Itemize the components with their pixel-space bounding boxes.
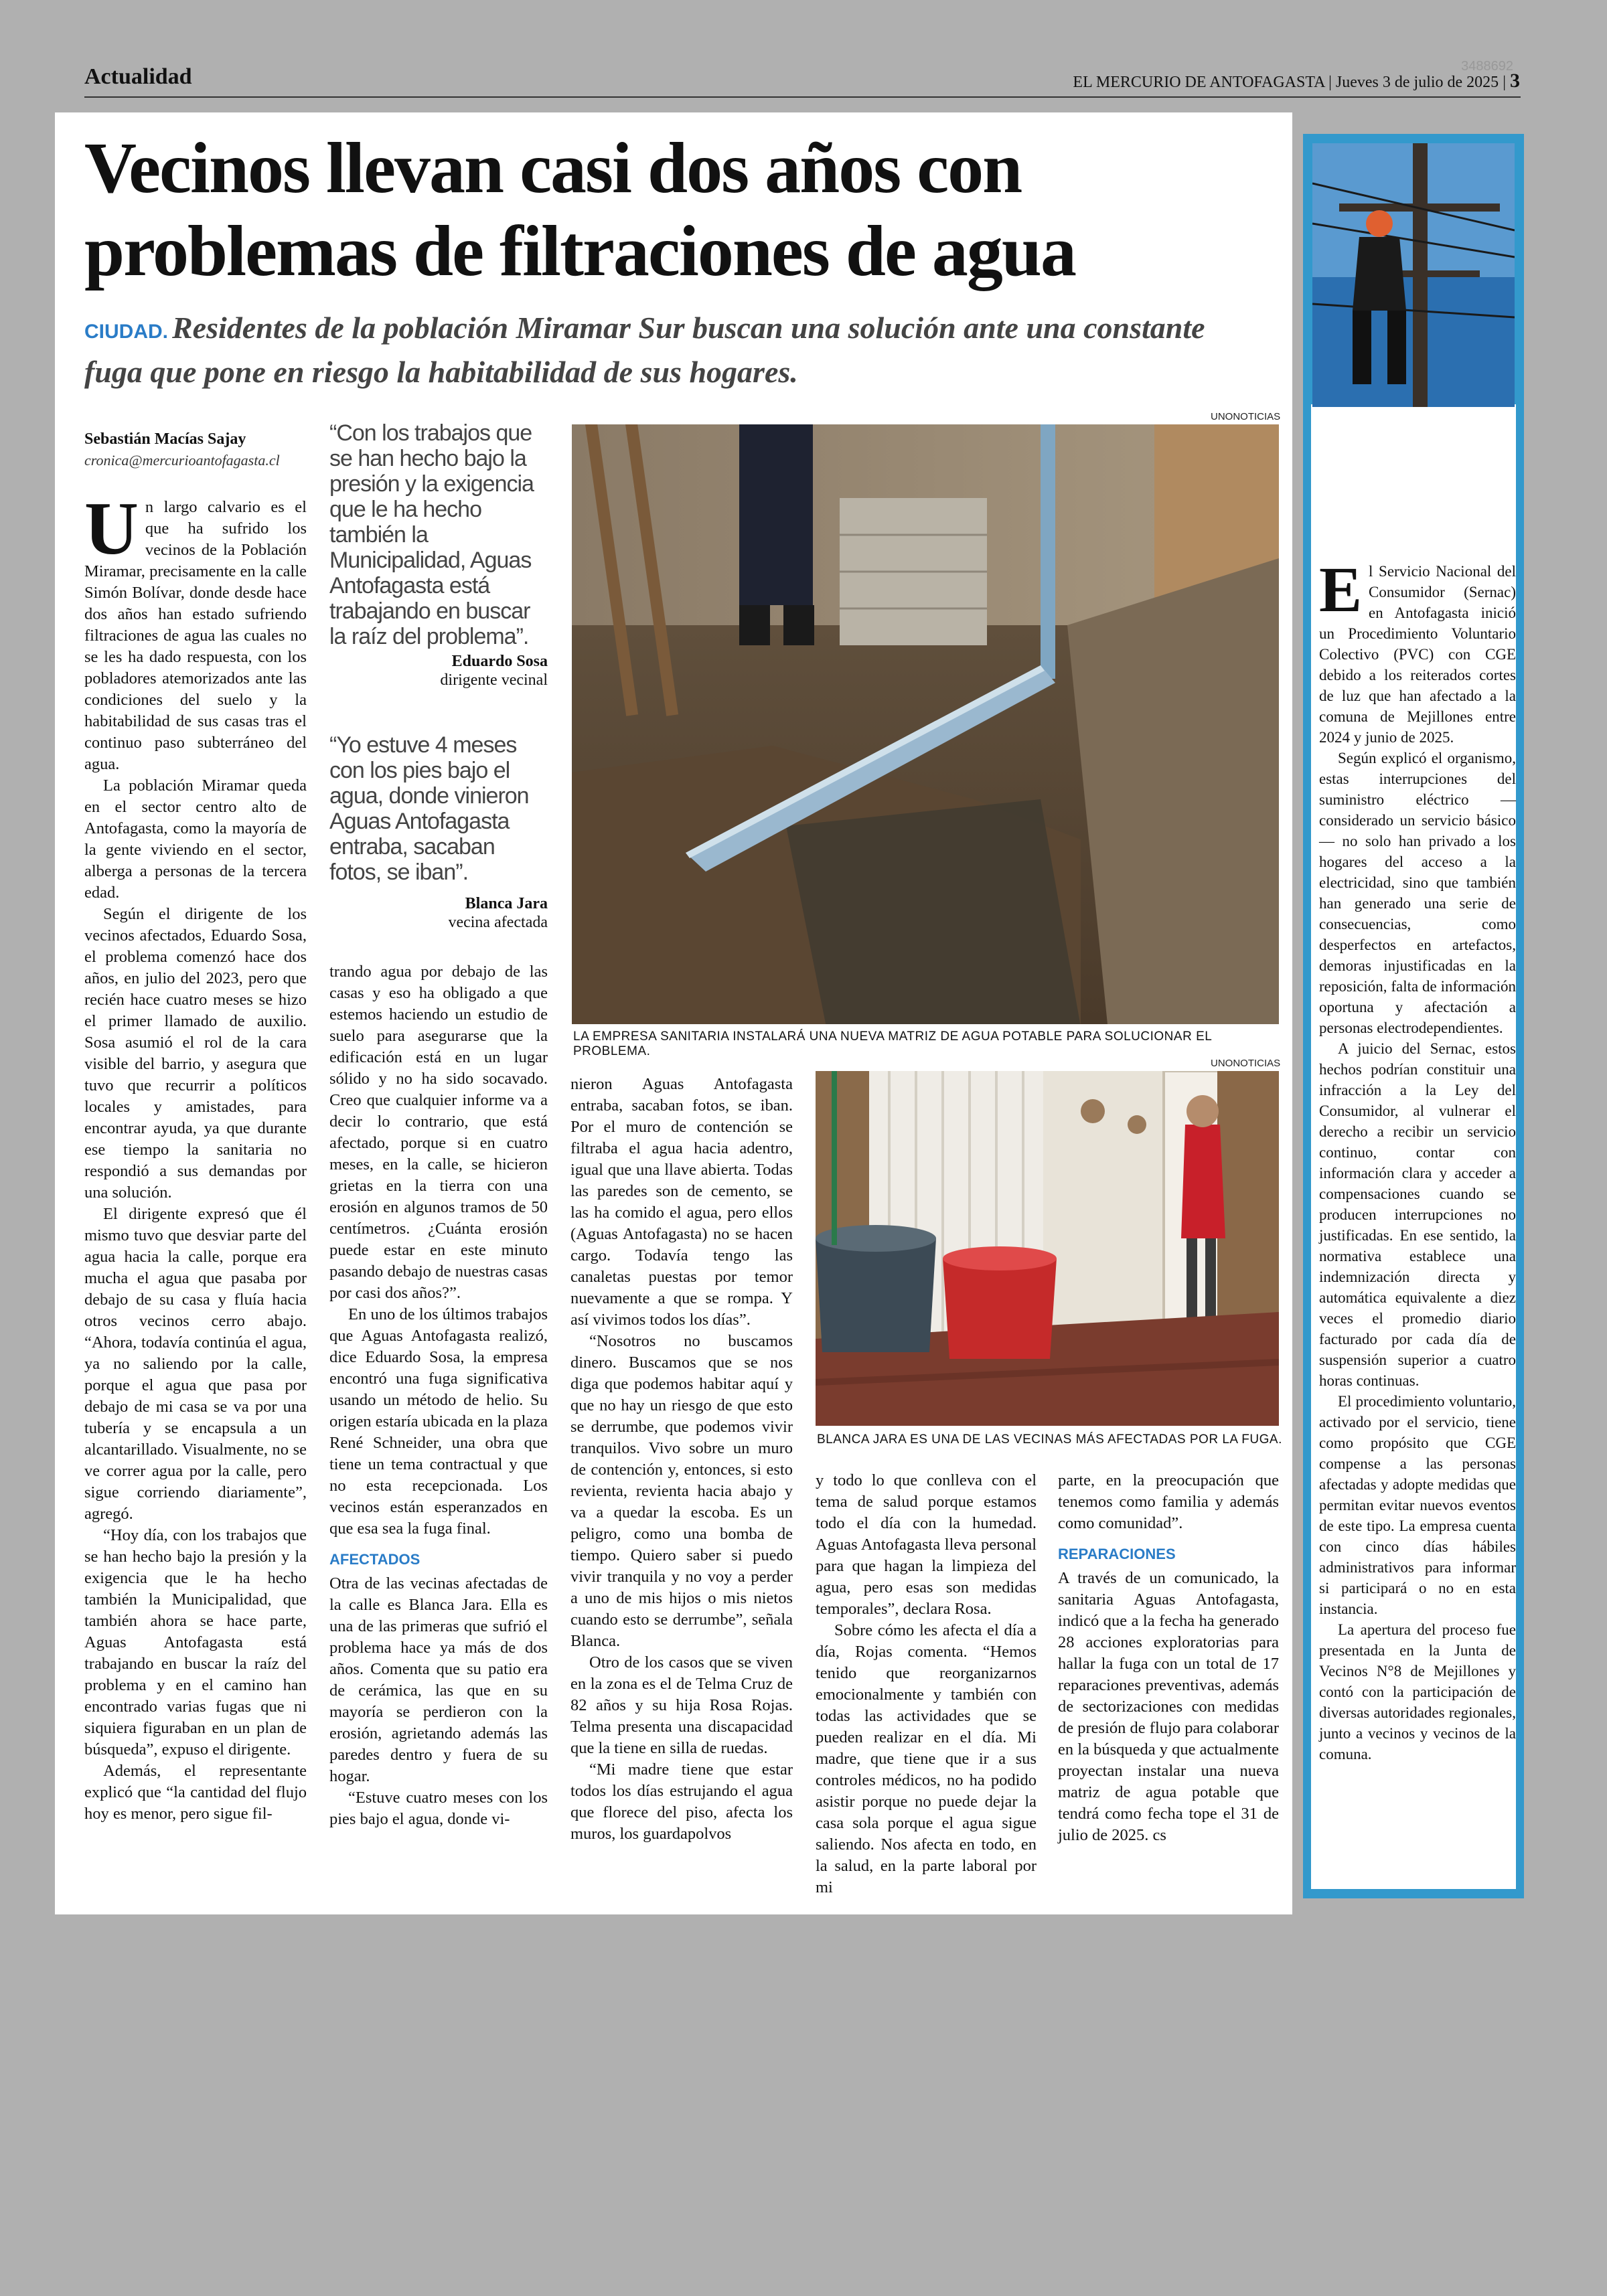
- pull-quote-1-attribution: [329, 652, 548, 689]
- paragraph: “Mi madre tiene que estar todos los días estrujando el agua que florece del piso, afecta los muros, los guardapolvos: [570, 1760, 793, 1843]
- headline: Vecinos llevan casi dos años con problemas de filtraciones de agua: [84, 129, 1075, 291]
- publication-date: Jueves 3 de julio de 2025: [1335, 74, 1499, 91]
- paragraph: La apertura del proceso fue presentada en la Junta de Vecinos N°8 de Mejillones y contó con la participación de diversas autoridades regionales, junto a vecinos y vecinos de la comuna.: [1319, 1621, 1516, 1762]
- paragraph: parte, en la preocupación que tenemos como familia y además como comunidad”.: [1058, 1471, 1279, 1532]
- sidebar-drop-cap: E: [1319, 554, 1363, 625]
- kicker: CIUDAD.: [84, 321, 168, 343]
- subhead: [84, 308, 1263, 392]
- trench-pipe-illustration: [572, 424, 1279, 1024]
- paragraph: n largo calvario es el que ha sufrido los vecinos de la Población Miramar, precisamente en la calle Simón Bolívar, donde desde hace dos años han estado sufriendo filtraciones de agua las cuales no se les ha dado respuesta, con los pobladores atemorizados ante las condiciones del suelo y la habitabilidad de sus casas tras el continuo paso subterráneo del agua.: [84, 498, 307, 773]
- paragraph: “Nosotros no buscamos dinero. Buscamos que se nos diga que podemos habitar aquí y que no hay un riesgo de que esto se derrumbe, que podemos vivir tranquilos. Vivo sobre un muro de contención y, entonces, si esto revienta, revienta hacia abajo y va a quedar la escoba. Es un peligro, como una bomba de tiempo. Quiero saber si puedo vivir tranquila y no voy a perder a uno de mis hijos o mis nietos cuando esto se derrumbe”, señala Blanca.: [570, 1332, 793, 1650]
- photo-2-credit: UNONOTICIAS: [1211, 1058, 1281, 1069]
- paragraph: A juicio del Sernac, estos hechos podrían constituir una infracción a la Ley del Consumidor, al vulnerar el derecho a recibir un servicio continuo, contar con información clara y acceder a compensaciones cuando se producen interrupciones no justificadas. En ese sentido, la normativa establece una indemnización directa y automática equivalente a diez veces el promedio diario facturado por cada día de suspensión superior a cuatro horas continuas.: [1319, 1040, 1516, 1389]
- column-1: [84, 428, 307, 1825]
- author-email: cronica@mercurioantofagasta.cl: [84, 452, 280, 469]
- header-masthead: EL MERCURIO DE ANTOFAGASTA | Jueves 3 de julio de 2025 | 3: [1073, 70, 1520, 92]
- paragraph: El procedimiento voluntario, activado por el servicio, tiene como propósito que CGE compense a las personas afectadas y adopte medidas que permitan evitar nuevos eventos de este tipo. La empresa cuenta con cinco días hábiles administrativos para informar si participará o no en esta instancia.: [1319, 1393, 1516, 1617]
- page-number: 3: [1510, 70, 1520, 92]
- photo-1-credit: UNONOTICIAS: [1211, 411, 1281, 422]
- paragraph: Otro de los casos que se viven en la zona es el de Telma Cruz de 82 años y su hija Rosa Rojas. Telma presenta una discapacidad que la tiene en silla de ruedas.: [570, 1653, 793, 1757]
- pull-quote-1: “Con los trabajos que se han hecho bajo la presión y la exigencia que le ha hecho también la Municipalidad, Aguas Antofagasta está trabajando en buscar la raíz del problema”.: [329, 420, 534, 649]
- quote-author: Eduardo Sosa: [451, 653, 548, 670]
- end-mark: cs: [1152, 1826, 1166, 1844]
- paragraph: El dirigente expresó que él mismo tuvo que desviar parte del agua hacia la calle, porque era mucha el agua que pasaba por debajo de su casa y fluía hacia otros vecinos cerro abajo. “Ahora, todavía continúa el agua, ya no saliendo por la calle, porque el agua que pasa por debajo de mi casa se va por una tubería y se encapsula a un alcantarillado. Visualmente, no se ve correr agua por la calle, pero sigue corriendo diariamente”, agregó.: [84, 1205, 307, 1523]
- section-label: Actualidad: [84, 64, 192, 89]
- paragraph: l Servicio Nacional del Consumidor (Sernac) en Antofagasta inició un Procedimiento Voluntario Colectivo (PVC) con CGE debido a los reiterados cortes de luz que han afectado a la comuna de Mejillones entre 2024 y junio de 2025.: [1319, 563, 1516, 746]
- quote-author: Blanca Jara: [465, 895, 548, 912]
- paragraph: nieron Aguas Antofagasta entraba, sacaban fotos, se iban. Por el muro de contención se filtraba el agua hacia adentro, igual que una llave abierta. Todas las paredes son de cemento, se las ha comido el agua, pero ellos (Aguas Antofagasta) no se hacen cargo. Todavía tengo las canaletas puestas por temor nuevamente a que se rompa. Y así vivimos todos los días”.: [570, 1075, 793, 1329]
- paragraph: Sobre cómo les afecta el día a día, Rojas comenta. “Hemos tenido que reorganizarnos emocionalmente y también con todas las actividades que se pueden realizar en el día. Mi madre, que tiene que ir a sus controles médicos, no ha podido asistir porque no puede dejar la casa sola porque el agua sigue saliendo. Nos afecta en todo, en la salud, en la parte laboral por mi: [816, 1621, 1037, 1896]
- column-4: [816, 1470, 1037, 1898]
- paragraph: Además, el representante explicó que “la cantidad del flujo hoy es menor, pero sigue fil-: [84, 1762, 307, 1823]
- blanca-jara-photo: [816, 1071, 1279, 1426]
- paragraph: y todo lo que conlleva con el tema de salud porque estamos todo el día con la humedad. Aguas Antofagasta lleva personal para que hagan la limpieza del agua, pero esas son medidas temporales”, declara Rosa.: [816, 1471, 1037, 1618]
- paragraph: trando agua por debajo de las casas y eso ha obligado a que estemos haciendo un estudio de suelo para asegurarse que la edificación está en un lugar sólido y no ha sido socavado. Creo que cualquier informe va a decir lo contrario, que está afectado, porque si en cuatro meses, en la calle, se hicieron grietas en la tierra con una erosión en algunos tramos de 50 centímetros. ¿Cuánta erosión puede estar en este minuto pasando debajo de nuestras casas por casi dos años?”.: [329, 963, 548, 1302]
- column-2: [329, 961, 548, 1830]
- subhead-text: Residentes de la población Miramar Sur buscan una solución ante una constante fuga que pone en riesgo la habitabilidad de sus hogares.: [84, 311, 1205, 389]
- lineman-illustration: [1312, 143, 1515, 407]
- paragraph: “Estuve cuatro meses con los pies bajo el agua, donde vi-: [329, 1789, 548, 1828]
- subtitle-afectados: AFECTADOS: [329, 1551, 420, 1568]
- paragraph: Otra de las vecinas afectadas de la calle es Blanca Jara. Ella es una de las primeras que sufrió el problema hace ya más de dos años. Comenta que su patio era de cerámica, las que en su mayoría se perdieron con la erosión, agrietando además las paredes dentro y fuera de su hogar.: [329, 1574, 548, 1785]
- watermark-id: 3488692: [1461, 59, 1513, 74]
- drop-cap: U: [84, 487, 139, 570]
- paragraph: A través de un comunicado, la sanitaria Aguas Antofagasta, indicó que a la fecha ha generado 28 acciones exploratorias para hallar la fuga con un total de 17 reparaciones preventivas, además de sectorizaciones con medidas de presión de flujo para colaborar en la búsqueda y que actualmente proyectan instalar una nueva matriz de agua potable que tendrá como fecha tope el 31 de julio de 2025.: [1058, 1569, 1279, 1844]
- lineman-photo: [1312, 143, 1515, 407]
- quote-role: dirigente vecinal: [440, 671, 548, 689]
- paragraph: Según el dirigente de los vecinos afectados, Eduardo Sosa, el problema comenzó hace dos años, en julio del 2023, pero que recién hace cuatro meses se hizo el primer llamado de auxilio. Sosa asumió el rol de la cara visible del barrio, y asegura que tuvo que recurrir a políticos locales y amistades, para encontrar ayuda, ya que durante ese tiempo la sanitaria no respondió a sus demandas por una solución.: [84, 905, 307, 1202]
- trench-pipe-photo: [572, 424, 1279, 1024]
- paragraph: En uno de los últimos trabajos que Aguas Antofagasta realizó, dice Eduardo Sosa, la empresa encontró una fuga significativa usando un método de helio. Su origen estaría ubicada en la plaza René Schneider, una obra que tiene un tema contractual y que no esta recepcionada. Los vecinos están esperanzados en que esa sea la fuga final.: [329, 1305, 548, 1538]
- photo-1-caption: LA EMPRESA SANITARIA INSTALARÁ UNA NUEVA MATRIZ DE AGUA POTABLE PARA SOLUCIONAR EL PROBLEMA.: [573, 1030, 1212, 1058]
- author-name: Sebastián Macías Sajay: [84, 430, 246, 448]
- pull-quote-2-attribution: [329, 894, 548, 932]
- subtitle-reparaciones: REPARACIONES: [1058, 1546, 1176, 1562]
- sidebar-body: [1319, 554, 1516, 1765]
- quote-role: vecina afectada: [448, 914, 548, 931]
- column-3: [570, 1074, 793, 1845]
- house-interior-illustration: [816, 1071, 1279, 1426]
- column-5: [1058, 1470, 1279, 1846]
- pull-quote-2: “Yo estuve 4 meses con los pies bajo el agua, donde vinieron Aguas Antofagasta entraba, sacaban fotos, se iban”.: [329, 732, 529, 885]
- newspaper-name: EL MERCURIO DE ANTOFAGASTA: [1073, 74, 1325, 91]
- paragraph: “Hoy día, con los trabajos que se han hecho bajo la presión y la exigencia que le ha hecho también la Municipalidad, que también ahora se hace parte, Aguas Antofagasta está trabajando en buscar la raíz del problema y en el camino han encontrado varias fugas que ni siquiera figuraban en un plan de búsqueda”, expuso el dirigente.: [84, 1526, 307, 1758]
- header-rule: [84, 96, 1521, 98]
- paragraph: La población Miramar queda en el sector centro alto de Antofagasta, como la mayoría de la gente viviendo en el sector, alberga a personas de la tercera edad.: [84, 776, 307, 902]
- sidebar-title: Sernac inicia mediación con CGE por cortes de luz en Mejillones: [1315, 420, 1493, 560]
- paragraph: Según explicó el organismo, estas interrupciones del suministro eléctrico —considerado un servicio básico— no solo han privado a los hogares del acceso a la electricidad, sino que también han generado una serie de consecuencias, como desperfectos en artefactos, demoras injustificadas en la reposición, falta de información oportuna y afectación a personas electrodependientes.: [1319, 750, 1516, 1036]
- photo-2-caption: BLANCA JARA ES UNA DE LAS VECINAS MÁS AFECTADAS POR LA FUGA.: [817, 1432, 1282, 1447]
